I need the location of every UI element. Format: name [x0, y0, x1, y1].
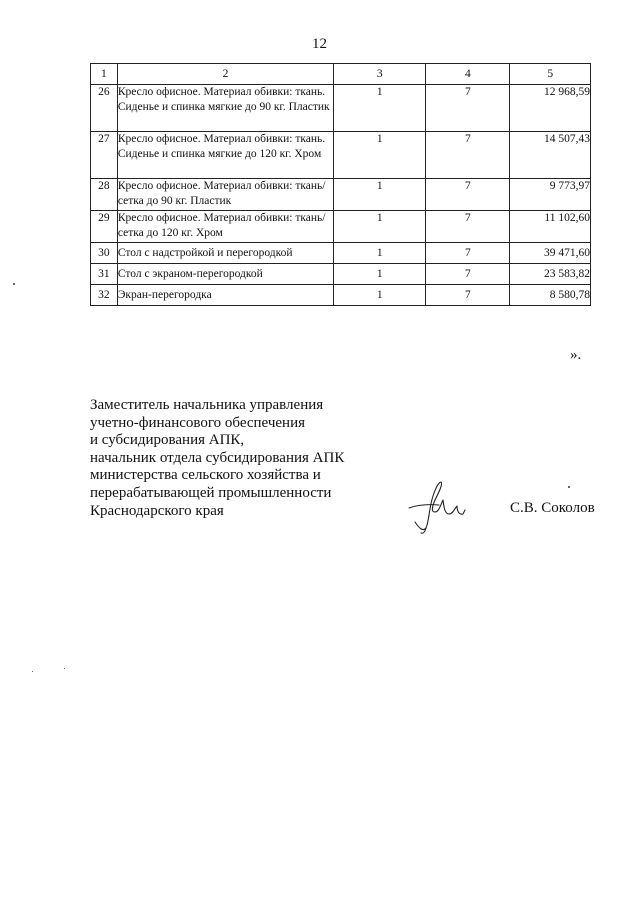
table-row	[91, 243, 591, 264]
scan-speck	[32, 671, 33, 672]
item-name: Кресло офисное. Материал обивки: ткань. Сиденье и спинка мягкие до 90 кг. Пластик	[117, 85, 333, 132]
column-header-3: 3	[334, 64, 426, 85]
column-3-value: 1	[334, 85, 426, 132]
signatory-title-line: перерабатывающей промышленности	[90, 484, 332, 501]
row-number: 31	[91, 264, 118, 285]
table-row	[91, 211, 591, 243]
specification-table	[90, 63, 591, 306]
price-value: 14 507,43	[510, 132, 591, 179]
column-4-value: 7	[426, 85, 510, 132]
column-4-value: 7	[426, 211, 510, 243]
row-number: 27	[91, 132, 118, 179]
table-header-row	[91, 64, 591, 85]
signatory-title-line: Заместитель начальника управления	[90, 397, 324, 413]
row-number: 28	[91, 179, 118, 211]
table-row	[91, 179, 591, 211]
page-number: 12	[312, 36, 327, 52]
scan-speck	[568, 486, 570, 488]
scan-speck	[64, 668, 65, 669]
column-3-value: 1	[334, 264, 426, 285]
item-name: Экран-перегородка	[117, 285, 333, 306]
column-3-value: 1	[334, 243, 426, 264]
price-value: 39 471,60	[510, 243, 591, 264]
column-3-value: 1	[334, 132, 426, 179]
column-4-value: 7	[426, 179, 510, 211]
signatory-name: С.В. Соколов	[510, 500, 595, 516]
signatory-title-line: учетно-финансового обеспечения	[90, 414, 305, 431]
item-name: Кресло офисное. Материал обивки: ткань/сетка до 90 кг. Пластик	[117, 179, 333, 211]
price-value: 23 583,82	[510, 264, 591, 285]
signatory-title-line: и субсидирования АПК,	[90, 432, 245, 449]
signatory-title-line: министерства сельского хозяйства и	[90, 467, 321, 484]
table-row	[91, 264, 591, 285]
row-number: 32	[91, 285, 118, 306]
row-number: 26	[91, 85, 118, 132]
scan-speck	[13, 283, 15, 285]
table-row	[91, 85, 591, 132]
column-header-4: 4	[426, 64, 510, 85]
table-row	[91, 285, 591, 306]
closing-quote: ».	[570, 347, 582, 363]
item-name: Кресло офисное. Материал обивки: ткань. Сиденье и спинка мягкие до 120 кг. Хром	[117, 132, 333, 179]
column-header-2: 2	[117, 64, 333, 85]
column-3-value: 1	[334, 179, 426, 211]
column-3-value: 1	[334, 211, 426, 243]
column-4-value: 7	[426, 243, 510, 264]
signatory-title-block	[90, 397, 344, 520]
signatory-title-line: Краснодарского края	[90, 502, 224, 519]
column-header-1: 1	[91, 64, 118, 85]
price-value: 8 580,78	[510, 285, 591, 306]
price-value: 11 102,60	[510, 211, 591, 243]
column-header-5: 5	[510, 64, 591, 85]
row-number: 29	[91, 211, 118, 243]
column-4-value: 7	[426, 132, 510, 179]
handwritten-signature-icon	[405, 478, 475, 534]
column-3-value: 1	[334, 285, 426, 306]
price-value: 12 968,59	[510, 85, 591, 132]
column-4-value: 7	[426, 264, 510, 285]
row-number: 30	[91, 243, 118, 264]
item-name: Стол с надстройкой и перегородкой	[117, 243, 333, 264]
item-name: Стол с экраном-перегородкой	[117, 264, 333, 285]
signatory-title-line: начальник отдела субсидирования АПК	[90, 449, 345, 466]
price-value: 9 773,97	[510, 179, 591, 211]
column-4-value: 7	[426, 285, 510, 306]
item-name: Кресло офисное. Материал обивки: ткань/сетка до 120 кг. Хром	[117, 211, 333, 243]
table-row	[91, 132, 591, 179]
